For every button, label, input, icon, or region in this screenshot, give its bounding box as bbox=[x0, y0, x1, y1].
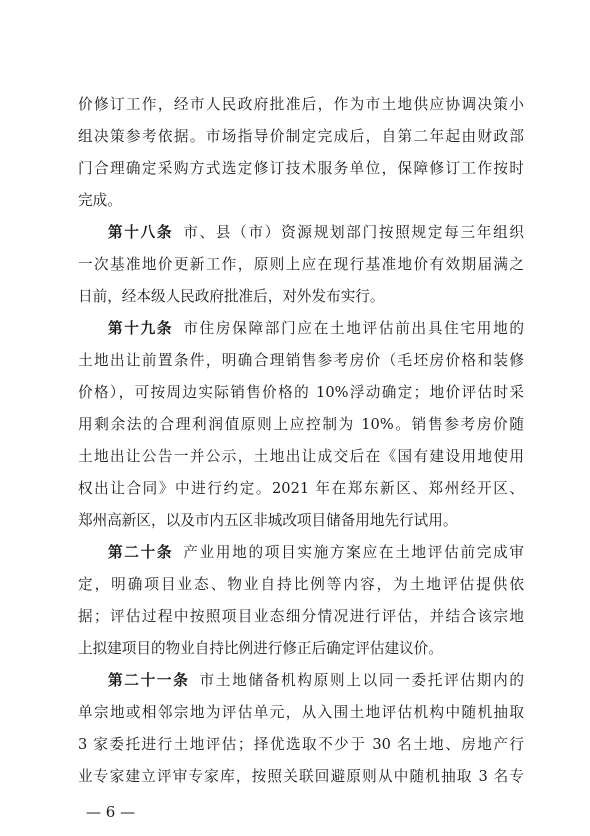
body-line: 日前，经本级人民政府批准后，对外发布实行。 bbox=[78, 288, 385, 305]
body-line: 土地出让公告一并公示，土地出让成交后在《国有建设用地使用 bbox=[78, 448, 524, 465]
body-line: 权出让合同》中进行约定。2021 年在郑东新区、郑州经开区、 bbox=[78, 480, 524, 497]
article-number: 第二十一条 bbox=[108, 672, 190, 689]
body-line: 用剩余法的合理利润值原则上应控制为 10%。销售参考房价随 bbox=[78, 416, 524, 433]
article-19-first-line: 第十九条 市住房保障部门应在土地评估前出具住宅用地的 bbox=[108, 320, 524, 337]
body-line: 门合理确定采购方式选定修订技术服务单位，保障修订工作按时 bbox=[78, 160, 524, 177]
body-line: 单宗地或相邻宗地为评估单元，从入围土地评估机构中随机抽取 bbox=[78, 704, 524, 721]
page-number: — 6 — bbox=[86, 803, 136, 821]
article-21-first-line: 第二十一条 市土地储备机构原则上以同一委托评估期内的 bbox=[108, 672, 524, 689]
article-20-first-line: 第二十条 产业用地的项目实施方案应在土地评估前完成审 bbox=[108, 544, 524, 561]
article-18-first-line: 第十八条 市、县（市）资源规划部门按照规定每三年组织 bbox=[108, 224, 524, 241]
body-line: 据；评估过程中按照项目业态细分情况进行评估，并结合该宗地 bbox=[78, 608, 524, 625]
body-line: 上拟建项目的物业自持比例进行修正后确定评估建议价。 bbox=[78, 640, 443, 657]
article-number: 第二十条 bbox=[108, 544, 174, 561]
body-line: 价修订工作，经市人民政府批准后，作为市土地供应协调决策小 bbox=[78, 96, 524, 113]
body-line: 3 家委托进行土地评估；择优选取不少于 30 名土地、房地产行 bbox=[78, 736, 524, 753]
body-line: 一次基准地价更新工作，原则上应在现行基准地价有效期届满之 bbox=[78, 256, 524, 273]
body-line: 完成。 bbox=[78, 192, 122, 209]
body-line: 组决策参考依据。市场指导价制定完成后，自第二年起由财政部 bbox=[78, 128, 524, 145]
body-line: 定，明确项目业态、物业自持比例等内容，为土地评估提供依 bbox=[78, 576, 524, 593]
article-number: 第十九条 bbox=[108, 320, 174, 337]
body-line: 郑州高新区，以及市内五区非城改项目储备用地先行试用。 bbox=[78, 512, 458, 529]
body-line: 土地出让前置条件，明确合理销售参考房价（毛坯房价格和装修 bbox=[78, 352, 524, 369]
article-number: 第十八条 bbox=[108, 224, 174, 241]
body-line: 价格），可按周边实际销售价格的 10%浮动确定；地价评估时采 bbox=[78, 384, 524, 401]
body-line: 业专家建立评审专家库，按照关联回避原则从中随机抽取 3 名专 bbox=[78, 768, 524, 785]
